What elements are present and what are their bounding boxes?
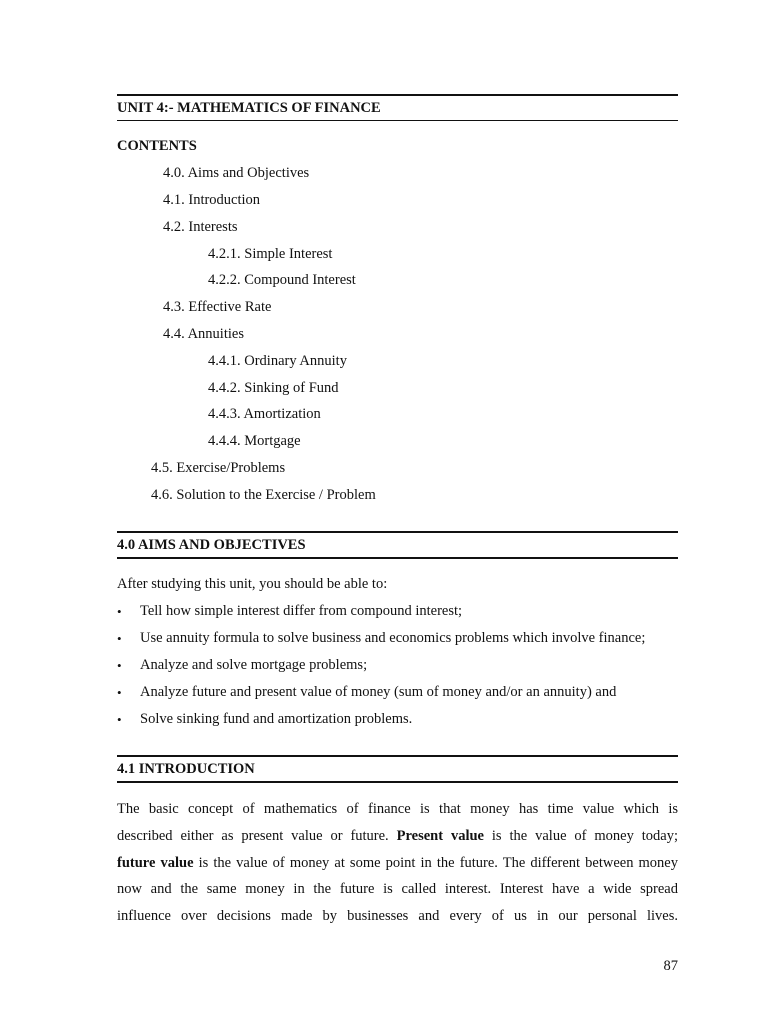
unit-heading-text: UNIT 4:- MATHEMATICS OF FINANCE (117, 100, 381, 116)
page-number: 87 (663, 958, 678, 974)
aims-heading (117, 531, 678, 559)
aims-intro: After studying this unit, you should be able to: (117, 576, 388, 592)
term-present-value: Present value (396, 827, 484, 844)
paragraph-text: described either as present value or future. (117, 827, 389, 844)
paragraph-text: The basic concept of mathematics of finance is that money has time value which is (117, 801, 678, 817)
list-item (117, 711, 697, 738)
list-item-text: Tell how simple interest differ from compound interest; (140, 603, 463, 619)
paragraph-line (117, 796, 678, 823)
bullet-icon: • (117, 631, 122, 646)
paragraph-text: influence over decisions made by businesses and every of us in our personal lives. (117, 908, 678, 925)
aims-heading-text: 4.0 AIMS AND OBJECTIVES (117, 537, 306, 553)
list-item-text: Analyze and solve mortgage problems; (140, 657, 368, 673)
bullet-icon: • (117, 658, 122, 673)
paragraph-line (117, 850, 678, 877)
paragraph-text: is the value of money today; (491, 827, 679, 844)
toc-subitem: 4.4.2. Sinking of Fund (208, 380, 339, 396)
toc-subitem: 4.2.2. Compound Interest (208, 272, 356, 288)
term-future-value: future value (117, 854, 194, 871)
introduction-heading (117, 755, 678, 783)
toc-subitem: 4.4.4. Mortgage (208, 433, 301, 449)
list-item (117, 657, 697, 684)
toc-item: 4.4. Annuities (163, 326, 244, 342)
contents-title: CONTENTS (117, 138, 197, 154)
toc-subitem: 4.2.1. Simple Interest (208, 246, 333, 262)
list-item-text: Solve sinking fund and amortization problems. (140, 711, 413, 727)
bullet-icon: • (117, 604, 122, 619)
list-item-text: Analyze future and present value of money (sum of money and/or an annuity) and (140, 684, 617, 700)
list-item-text: Use annuity formula to solve business and economics problems which involve finance; (140, 630, 646, 646)
paragraph-line (117, 823, 678, 850)
toc-item: 4.1. Introduction (163, 192, 261, 208)
toc-item: 4.2. Interests (163, 219, 238, 235)
bullet-icon: • (117, 712, 122, 727)
toc-subitem: 4.4.1. Ordinary Annuity (208, 353, 347, 369)
unit-heading (117, 94, 678, 121)
list-item (117, 630, 697, 657)
paragraph-line (117, 876, 678, 903)
toc-item: 4.0. Aims and Objectives (163, 165, 310, 181)
introduction-paragraph (117, 796, 678, 930)
toc-item: 4.3. Effective Rate (163, 299, 272, 315)
toc-item: 4.5. Exercise/Problems (151, 460, 286, 476)
toc-item: 4.6. Solution to the Exercise / Problem (151, 487, 376, 503)
list-item (117, 603, 697, 630)
introduction-heading-text: 4.1 INTRODUCTION (117, 761, 255, 777)
paragraph-line (117, 903, 678, 930)
paragraph-text: is the value of money at some point in the future. The different between money (198, 854, 678, 871)
toc-subitem: 4.4.3. Amortization (208, 406, 321, 422)
bullet-icon: • (117, 685, 122, 700)
paragraph-text: now and the same money in the future is called interest. Interest have a wide spread (117, 881, 678, 898)
aims-bullet-list (117, 603, 697, 738)
list-item (117, 684, 697, 711)
